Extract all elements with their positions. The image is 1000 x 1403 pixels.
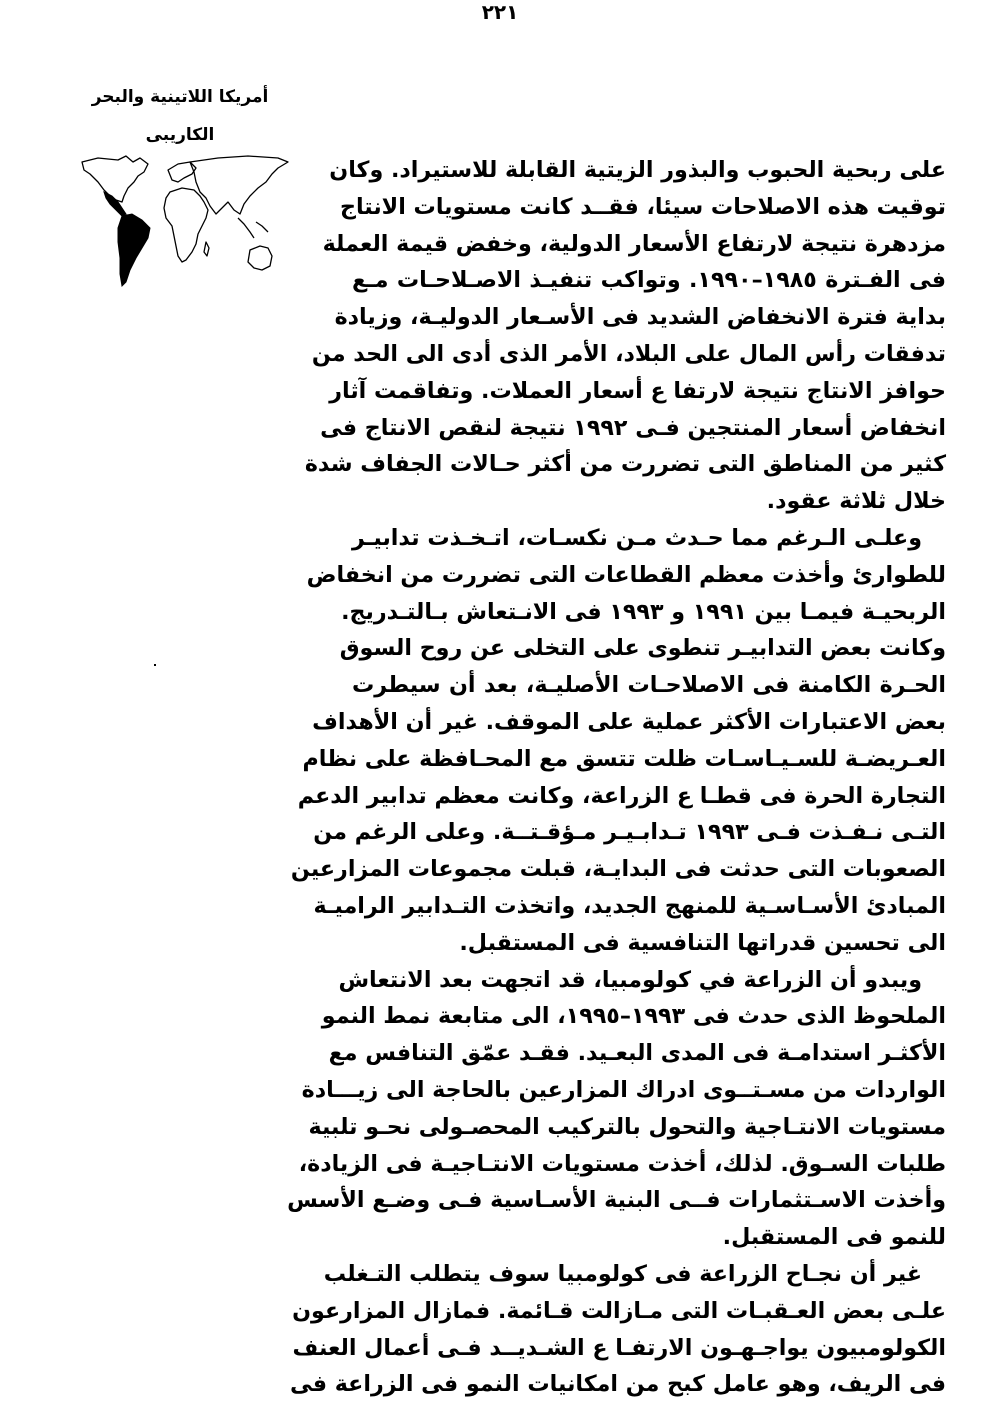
section-title-line-1: أمريكا اللاتينية والبحر	[91, 87, 269, 107]
body-text-line: علـى بعض العـقبـات التى مـازالت قـائمة. فمازال المزارعون	[292, 1297, 946, 1324]
body-text-line: توقيت هذه الاصلاحات سيئا، فقــد كانت مستويات الانتاج	[339, 193, 946, 220]
body-text-line: انخفاض أسعار المنتجين فـى ١٩٩٢ نتيجة لنقص الانتاج فى	[320, 414, 946, 441]
body-text-line: طلبات السـوق. لذلك، أخذت مستويات الانتـاجيـة فى الزيادة،	[298, 1150, 946, 1177]
body-text-line: خلال ثلاثة عقود.	[766, 488, 946, 515]
body-text-line: العـريضـة للسـيـاسـات ظلت تتسق مع المحـافظة على نظام	[302, 745, 946, 772]
body-text-line: وأخذت الاسـتثمارات فــى البنية الأسـاسية فـى وضـع الأسس	[287, 1187, 946, 1214]
body-text-line: الى تحسين قدراتها التنافسية فى المستقبل.	[459, 929, 946, 956]
body-text-line: فى الفـترة ١٩٨٥–١٩٩٠. وتواكب تنفيـذ الاصـلاحـات مـع	[352, 267, 946, 294]
central-america-highlight	[104, 192, 126, 216]
australia-outline	[248, 246, 272, 270]
south-america-highlight	[118, 214, 150, 286]
page-number: ٢٢١	[481, 0, 519, 24]
world-map-icon	[78, 152, 293, 290]
body-text-line: فى الريف، وهو عامل كبح من امكانيات النمو فى الزراعة فى	[290, 1371, 946, 1398]
body-text-line: المبادئ الأسـاسـية للمنهج الجديد، واتخذت التـدابير الراميـة	[313, 892, 946, 919]
asia-outline	[190, 156, 288, 214]
body-text-line: ويبدو أن الزراعة في كولومبيا، قد اتجهت بعد الانتعاش	[338, 966, 922, 993]
body-text-line: غير أن نجـاح الزراعة فى كولومبيا سوف يتطلب التـغلب	[323, 1260, 922, 1287]
body-text-line: وكانت بعض التدابيـر تنطوى على التخلى عن روح السوق	[339, 635, 946, 662]
section-title-line-2: الكاريبى	[145, 125, 215, 145]
body-text-line: مزدهرة نتيجة لارتفاع الأسعار الدولية، وخفض قيمة العملة	[322, 230, 946, 257]
africa-outline	[164, 188, 208, 262]
body-text-line: حوافز الانتاج نتيجة لارتفا ع أسعار العملات. وتفاقمت آثار	[329, 377, 946, 404]
southeast-asia-islands	[238, 218, 268, 238]
section-sidebar	[60, 78, 300, 154]
body-text-line: بعض الاعتبارات الأكثر عملية على الموقف. غير أن الأهداف	[312, 708, 946, 735]
body-text-line: للنمو فى المستقبل.	[722, 1224, 946, 1251]
body-text-line: الكولومبيون يواجـهـون الارتفـا ع الشـديــد فـى أعمال العنف	[292, 1334, 946, 1361]
body-text-line: الصعوبات التى حدثت فى البدايـة، قبلت مجموعات المزارعين	[290, 856, 946, 883]
body-text-line: الربحيـة فيمـا بين ١٩٩١ و ١٩٩٣ فى الانـتعاش بـالتـدريج.	[341, 598, 946, 625]
body-text-line: الملحوظ الذى حدث فى ١٩٩٣–١٩٩٥، الى متابعة نمط النمو	[321, 1003, 946, 1030]
body-text-line: على ربحية الحبوب والبذور الزيتية القابلة للاستيراد. وكان	[329, 157, 946, 183]
body-text-line: الحـرة الكامنة فى الاصلاحـات الأصليـة، بعد أن سيطرت	[352, 672, 946, 699]
body-text-line: تدفقات رأس المال على البلاد، الأمر الذى أدى الى الحد من	[311, 340, 946, 367]
body-text-line: مستويات الانتـاجية والتحول بالتركيب المحصـولى نحـو تلبية	[308, 1113, 946, 1140]
body-text-line: بداية فترة الانخفاض الشديد فى الأسـعار الدوليـة، وزيادة	[334, 304, 946, 331]
body-text-line: الواردات من مسـتــوى ادراك المزارعين بالحاجة الى زيـــادة	[301, 1076, 946, 1103]
madagascar-outline	[204, 242, 209, 256]
body-text-line: الأكثـر استدامـة فى المدى البعـيد. فقـد عمّق التنافس مع	[328, 1040, 946, 1067]
body-text-line: كثير من المناطق التى تضررت من أكثر حـالات الجفاف شدة	[304, 451, 946, 478]
body-text-line: للطوارئ وأخذت معظم القطاعات التى تضررت من انخفاض	[306, 561, 946, 588]
scan-artifact-dot	[154, 664, 156, 666]
body-text-line: وعلـى الـرغم مما حـدث مـن نكسـات، اتـخـذت تدابيـر	[352, 524, 922, 551]
body-text-line: التـى نـفـذت فـى ١٩٩٣ تـدابـيـر مـؤقـتــة. وعلى الرغم من	[313, 819, 946, 846]
article-body	[287, 152, 946, 1403]
body-text-line: التجارة الحرة فى قطـا ع الزراعة، وكانت معظم تدابير الدعم	[297, 782, 946, 809]
north-america-outline	[82, 156, 148, 202]
